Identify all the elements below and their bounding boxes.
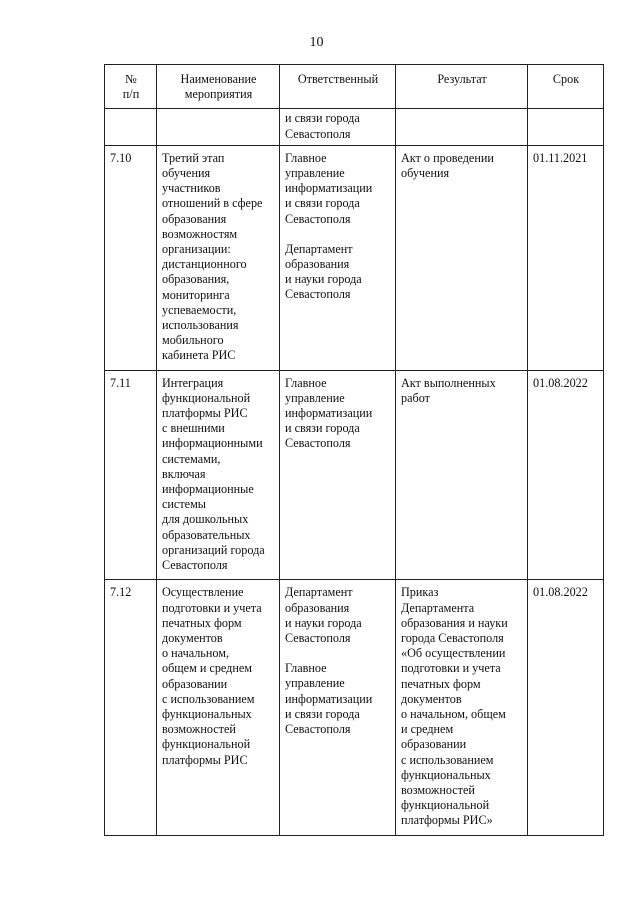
cell-result: Акт выполненных работ <box>396 370 528 580</box>
header-result: Результат <box>396 65 528 109</box>
page-number: 10 <box>309 35 324 50</box>
cell-num <box>105 109 157 145</box>
responsible-secondary: Главное управление информатизации и связи города Севастополя <box>285 661 373 736</box>
cell-result: Приказ Департамента образования и науки города Севастополя «Об осуществлении подготовки и учета печатных форм документов о начальном, общем и среднем образовании с использованием функциональных возможностей функциональной платформы РИС» <box>396 580 528 835</box>
header-name: Наименование мероприятия <box>157 65 280 109</box>
cell-num: 7.12 <box>105 580 157 835</box>
header-responsible: Ответственный <box>280 65 396 109</box>
cell-name <box>157 109 280 145</box>
table-header-row <box>105 65 604 109</box>
cell-responsible: и связи города Севастополя <box>280 109 396 145</box>
cell-name: Третий этап обучения участников отношений в сфере образования возможностям организации: дистанционного образования, мониторинга успеваемости, использования мобильного кабинета РИС <box>157 145 280 370</box>
measures-table <box>104 64 604 836</box>
cell-num: 7.11 <box>105 370 157 580</box>
table-row <box>105 580 604 835</box>
table-row <box>105 145 604 370</box>
cell-responsible <box>280 145 396 370</box>
responsible-secondary: Департамент образования и науки города Севастополя <box>285 241 362 302</box>
table-row <box>105 370 604 580</box>
responsible-primary: Департамент образования и науки города Севастополя <box>285 585 362 645</box>
cell-num: 7.10 <box>105 145 157 370</box>
cell-name: Осуществление подготовки и учета печатных форм документов о начальном, общем и среднем образовании с использованием функциональных возможностей функциональной платформы РИС <box>157 580 280 835</box>
table-row-continuation <box>105 109 604 145</box>
cell-name: Интеграция функциональной платформы РИС с внешними информационными системами, включая информационные системы для дошкольных образовательных организаций города Севастополя <box>157 370 280 580</box>
cell-deadline: 01.08.2022 <box>528 580 604 835</box>
cell-result <box>396 109 528 145</box>
header-num: № п/п <box>105 65 157 109</box>
cell-result: Акт о проведении обучения <box>396 145 528 370</box>
cell-deadline: 01.11.2021 <box>528 145 604 370</box>
cell-deadline <box>528 109 604 145</box>
header-deadline: Срок <box>528 65 604 109</box>
cell-responsible: Главное управление информатизации и связи города Севастополя <box>280 370 396 580</box>
responsible-primary: Главное управление информатизации и связи города Севастополя <box>285 150 373 226</box>
cell-deadline: 01.08.2022 <box>528 370 604 580</box>
cell-responsible <box>280 580 396 835</box>
